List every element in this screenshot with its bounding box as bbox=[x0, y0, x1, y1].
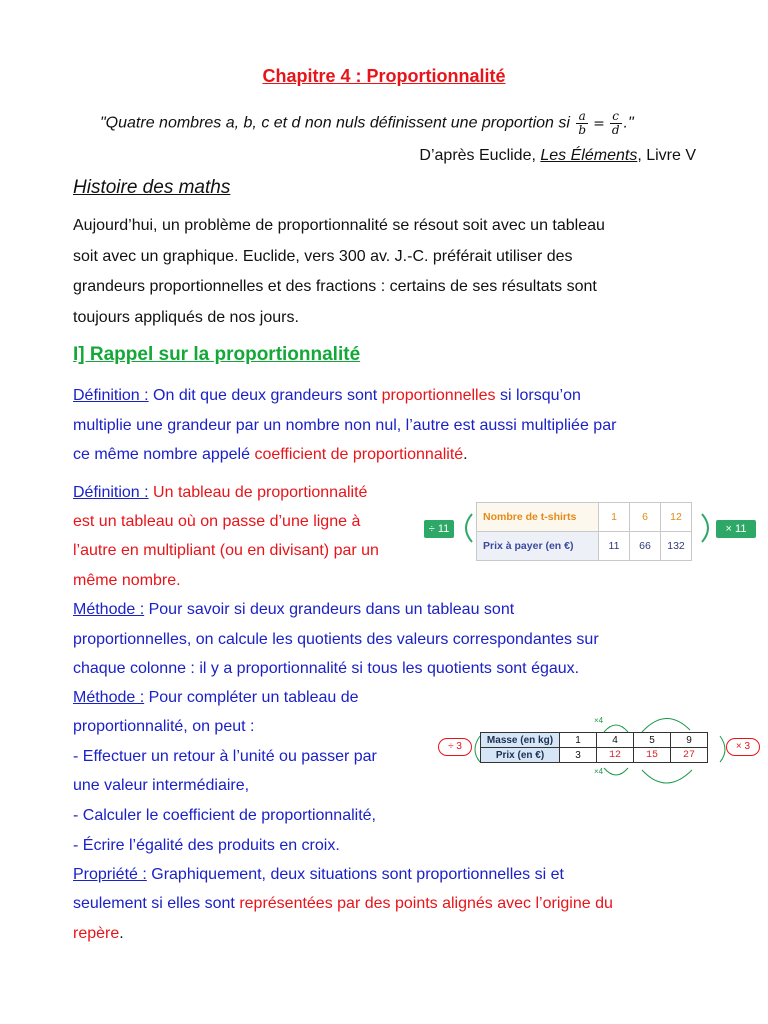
quote-attribution bbox=[419, 147, 696, 165]
table-row bbox=[477, 532, 692, 561]
section-heading: I] Rappel sur la proportionnalité bbox=[73, 344, 361, 365]
tshirt-table bbox=[476, 502, 692, 561]
definition-label: Définition : bbox=[73, 484, 149, 501]
text: Graphiquement, deux situations sont proportionnelles si et bbox=[146, 866, 564, 883]
row-header: Masse (en kg) bbox=[481, 733, 560, 748]
equals-sign: = bbox=[593, 115, 605, 132]
row-header: Prix à payer (en €) bbox=[477, 532, 599, 561]
method-2-line bbox=[73, 688, 359, 708]
frac-denominator: d bbox=[611, 123, 620, 137]
history-line: grandeurs proportionnelles et des fractions : certains de ses résultats sont bbox=[73, 278, 597, 295]
quote-end: ." bbox=[623, 114, 634, 132]
left-op-label: ÷ 3 bbox=[438, 738, 472, 756]
fraction-a-b bbox=[576, 110, 588, 137]
frac-numerator: c bbox=[610, 110, 622, 124]
definition-1-line bbox=[73, 445, 468, 465]
method-1-line: proportionnelles, on calcule les quotients des valeurs correspondantes sur bbox=[73, 631, 599, 648]
attribution-book: Les Éléments bbox=[540, 147, 638, 164]
method-1-line: chaque colonne : il y a proportionnalité si tous les quotients sont égaux. bbox=[73, 660, 580, 677]
table-cell: 11 bbox=[599, 532, 630, 561]
attribution-suffix: , Livre V bbox=[637, 147, 696, 164]
table-cell: 12 bbox=[661, 503, 692, 532]
text: seulement si elles sont bbox=[73, 895, 240, 912]
method-label: Méthode : bbox=[73, 689, 145, 706]
quote-text: "Quatre nombres a, b, c et d non nuls définissent une proportion si bbox=[100, 114, 575, 132]
method-2-line: une valeur intermédiaire, bbox=[73, 777, 250, 794]
fraction-c-d bbox=[610, 110, 622, 137]
table-cell: 4 bbox=[597, 733, 634, 748]
top-mult-label: ×4 bbox=[594, 716, 604, 725]
table-cell: 6 bbox=[630, 503, 661, 532]
definition-2-line bbox=[73, 483, 367, 503]
property-line bbox=[73, 865, 564, 885]
left-arrow bbox=[466, 514, 472, 542]
method-2-line: - Effectuer un retour à l’unité ou passer par bbox=[73, 748, 377, 765]
history-line: soit avec un graphique. Euclide, vers 300 av. J.-C. préférait utiliser des bbox=[73, 248, 573, 265]
table-row bbox=[481, 733, 708, 748]
right-op-label: × 3 bbox=[726, 738, 760, 756]
table-cell: 1 bbox=[599, 503, 630, 532]
keyword: représentées par des points alignés avec l’origine du bbox=[239, 895, 613, 912]
table-cell: 12 bbox=[597, 748, 634, 763]
history-heading: Histoire des maths bbox=[73, 177, 231, 198]
property-line bbox=[73, 924, 124, 944]
table-cell: 27 bbox=[671, 748, 708, 763]
bottom-mult-label: ×4 bbox=[594, 767, 604, 776]
definition-2-line: l’autre en multipliant (ou en divisant) par un bbox=[73, 542, 379, 559]
text: ce même nombre appelé bbox=[73, 446, 255, 463]
definition-1-line bbox=[73, 386, 581, 406]
text: . bbox=[119, 925, 124, 942]
text: si lorsqu’on bbox=[495, 387, 581, 404]
history-line: Aujourd’hui, un problème de proportionnalité se résout soit avec un tableau bbox=[73, 217, 605, 234]
property-line bbox=[73, 894, 613, 914]
top-arrow bbox=[604, 725, 628, 732]
attribution-prefix: D’après Euclide, bbox=[419, 147, 541, 164]
text: On dit que deux grandeurs sont bbox=[148, 387, 382, 404]
row-header: Nombre de t-shirts bbox=[477, 503, 599, 532]
table-cell: 1 bbox=[560, 733, 597, 748]
right-arrow bbox=[720, 736, 725, 762]
method-label: Méthode : bbox=[73, 601, 145, 618]
history-line: toujours appliqués de nos jours. bbox=[73, 309, 299, 326]
table-row bbox=[481, 748, 708, 763]
bottom-arrow-2 bbox=[642, 770, 692, 783]
page-title: Chapitre 4 : Proportionnalité bbox=[262, 66, 506, 86]
left-op-label: ÷ 11 bbox=[428, 523, 450, 535]
top-arrow-2 bbox=[642, 718, 690, 732]
table-cell: 15 bbox=[634, 748, 671, 763]
frac-numerator: a bbox=[576, 110, 588, 124]
text: Pour compléter un tableau de bbox=[144, 689, 359, 706]
table-cell: 66 bbox=[630, 532, 661, 561]
table-cell: 132 bbox=[661, 532, 692, 561]
table-cell: 3 bbox=[560, 748, 597, 763]
method-2-line: proportionnalité, on peut : bbox=[73, 718, 255, 735]
property-label: Propriété : bbox=[73, 866, 147, 883]
table-cell: 9 bbox=[671, 733, 708, 748]
keyword: coefficient de proportionnalité bbox=[254, 446, 464, 463]
right-op-label: × 11 bbox=[725, 523, 747, 535]
method-2-line: - Écrire l’égalité des produits en croix. bbox=[73, 837, 340, 854]
method-2-line: - Calculer le coefficient de proportionnalité, bbox=[73, 807, 376, 824]
text: Un tableau de proportionnalité bbox=[148, 484, 368, 501]
definition-2-line: même nombre. bbox=[73, 572, 181, 589]
keyword: proportionnelles bbox=[381, 387, 496, 404]
frac-denominator: b bbox=[578, 123, 587, 137]
definition-1-line: multiplie une grandeur par un nombre non nul, l’autre est aussi multipliée par bbox=[73, 417, 617, 434]
keyword: repère bbox=[73, 925, 120, 942]
definition-2-line: est un tableau où on passe d’une ligne à bbox=[73, 513, 361, 530]
text: . bbox=[463, 446, 468, 463]
euclid-quote bbox=[100, 110, 634, 137]
right-arrow bbox=[702, 514, 708, 542]
row-header: Prix (en €) bbox=[481, 748, 560, 763]
bottom-arrow bbox=[604, 768, 628, 775]
method-1-line bbox=[73, 600, 514, 620]
table-cell: 5 bbox=[634, 733, 671, 748]
table-row bbox=[477, 503, 692, 532]
text: Pour savoir si deux grandeurs dans un tableau sont bbox=[144, 601, 515, 618]
definition-label: Définition : bbox=[73, 387, 149, 404]
mass-price-table bbox=[480, 732, 708, 763]
